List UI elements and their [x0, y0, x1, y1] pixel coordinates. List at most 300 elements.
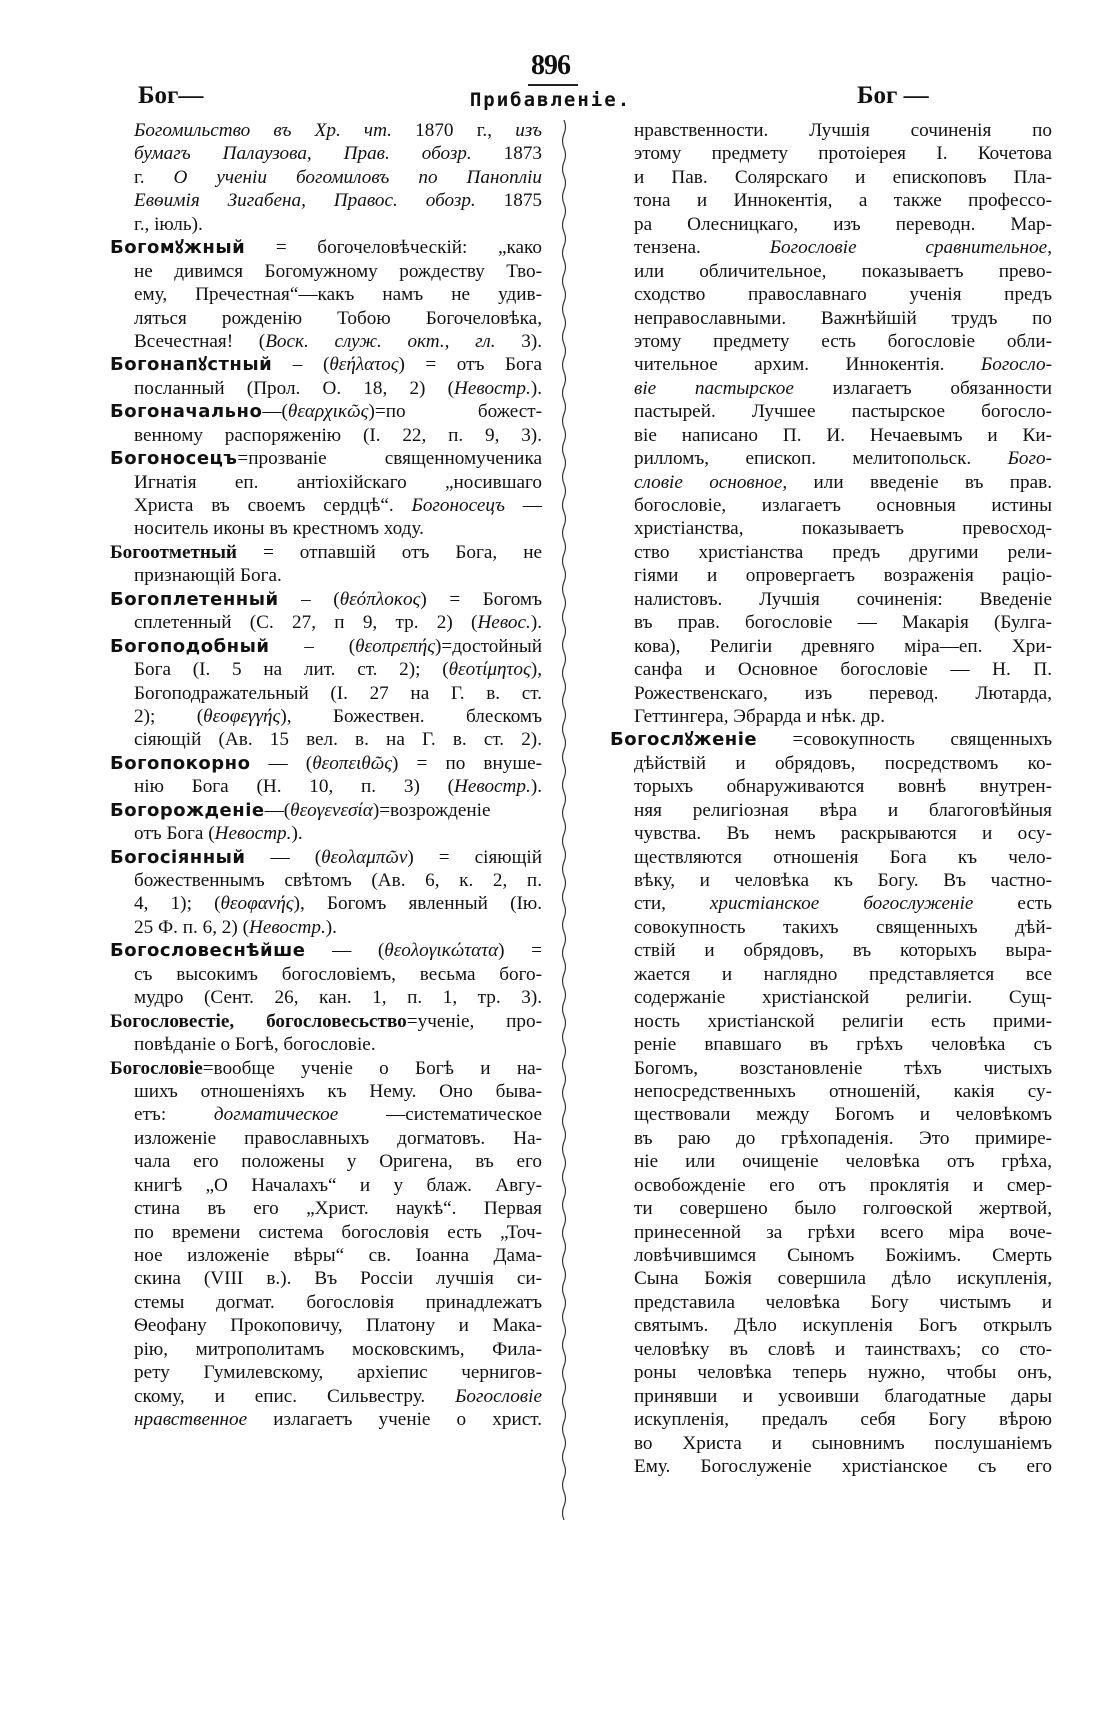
text-line — [610, 471, 1052, 494]
text-run: г., iюль). — [134, 213, 203, 235]
text-line — [110, 213, 542, 236]
greek-term: θεοπειθῶς — [312, 752, 393, 774]
text-run: ществляются отношенiя Бога къ чело- — [634, 846, 1052, 868]
greek-term: θεοπρεπής — [355, 635, 436, 657]
text-run: ). — [291, 823, 303, 845]
text-run: Ѳеофану Прокоповичу, Платону и Мака- — [134, 1315, 542, 1337]
text-run: Всечестная! ( — [134, 330, 266, 352]
entry-headword-line — [110, 541, 542, 564]
text-line — [610, 658, 1052, 681]
text-run: — ( — [245, 846, 322, 868]
text-line — [610, 424, 1052, 447]
text-run: =совокупность священныхъ — [757, 729, 1052, 751]
text-run: рiю, митрополитамъ московскимъ, Фила- — [134, 1338, 542, 1360]
text-line — [610, 1057, 1052, 1080]
text-line — [610, 986, 1052, 1009]
text-run: ство христiанства предъ другими рели- — [634, 541, 1052, 563]
text-run: ), — [530, 659, 542, 681]
text-line — [610, 400, 1052, 423]
text-run: содержанiе христiанской религiи. Сущ- — [634, 987, 1052, 1009]
text-line — [610, 353, 1052, 376]
text-run: скому, и епис. Сильвестру. — [134, 1385, 456, 1407]
text-line — [110, 471, 542, 494]
text-line — [610, 1291, 1052, 1314]
text-line — [110, 494, 542, 517]
text-line — [610, 307, 1052, 330]
text-run: тона и Иннокентiя, а также профессо- — [634, 190, 1052, 212]
text-run: Сына Божiя совершила дѣло искупленiя, — [634, 1268, 1052, 1290]
headword: Богоподобный — [110, 635, 270, 657]
text-line — [610, 682, 1052, 705]
text-line — [110, 705, 542, 728]
text-line — [110, 822, 542, 845]
text-line — [610, 517, 1052, 540]
text-line — [610, 1033, 1052, 1056]
text-line — [610, 213, 1052, 236]
text-run: мудро (Сент. 26, кан. 1, п. 1, тр. 3). — [134, 987, 542, 1009]
text-line — [610, 541, 1052, 564]
italic-text: Невостр. — [454, 776, 531, 798]
text-run: — ( — [250, 752, 313, 774]
greek-term: θεόπλοκος — [339, 588, 421, 610]
text-line — [110, 1127, 542, 1150]
entry-headword-line — [110, 353, 542, 376]
text-run: – ( — [272, 354, 330, 376]
text-run: гiями и опровергаетъ возраженiя рацiо- — [634, 565, 1052, 587]
text-run: не дивимся Богомужному рождеству Тво- — [134, 260, 542, 282]
text-line — [610, 189, 1052, 212]
text-line — [110, 260, 542, 283]
greek-term: θεοφεγγής — [203, 705, 281, 727]
text-line — [110, 1314, 542, 1337]
text-run: стемы догмат. богословiя принадлежатъ — [134, 1291, 542, 1313]
italic-text: Богоносецъ — [411, 495, 505, 516]
text-run: )=по божест- — [368, 401, 542, 423]
text-run: — ( — [305, 940, 385, 962]
entry-headword-line — [110, 635, 542, 658]
text-run: г. — [134, 166, 174, 188]
left-column — [110, 119, 542, 1432]
text-run: сходство православнаго ученiя предъ — [634, 284, 1052, 306]
text-run: тензена. — [634, 237, 770, 259]
running-head-left: Бог— — [138, 82, 204, 109]
text-run: человѣку въ словѣ и таинствахъ; со сто- — [634, 1338, 1052, 1360]
text-line — [610, 635, 1052, 658]
italic-text: О ученiи богомиловъ по Паноплiи — [173, 166, 542, 188]
italic-text: Богомильство въ Хр. чт. — [134, 120, 392, 141]
text-run: отъ Бога ( — [134, 823, 215, 845]
text-line — [610, 447, 1052, 470]
text-run: и Пав. Солярскаго и епископовъ Пла- — [634, 166, 1052, 188]
text-run: или обличительное, показываетъ прево- — [634, 260, 1052, 282]
text-line — [610, 1408, 1052, 1431]
text-line — [610, 892, 1052, 915]
text-line — [610, 822, 1052, 845]
text-run: или введенiе въ прав. — [787, 471, 1052, 493]
text-line — [110, 1103, 542, 1126]
text-run: излагаетъ ученiе о христ. — [247, 1409, 542, 1431]
text-line — [610, 236, 1052, 259]
headword: Богословестiе, богословесьство — [110, 1010, 407, 1032]
text-line — [110, 986, 542, 1009]
text-run: ), Богомъ явленный (Iю. — [293, 893, 542, 915]
text-line — [110, 1267, 542, 1290]
text-run: ти совершено было голгоѳской жертвой, — [634, 1198, 1052, 1220]
text-run: – ( — [278, 588, 340, 610]
text-line — [610, 588, 1052, 611]
text-line — [610, 939, 1052, 962]
text-run: Богоподражательный (I. 27 на Г. в. ст. — [134, 682, 542, 704]
text-line — [610, 260, 1052, 283]
entry-headword-line — [110, 588, 542, 611]
entry-headword-line — [110, 236, 542, 259]
text-line — [110, 424, 542, 447]
text-run: неправославными. Важнѣйшiй трудъ по — [634, 307, 1052, 329]
text-line — [110, 1408, 542, 1431]
text-run: Игнатiя еп. антiохiйскаго „носившаго — [134, 471, 542, 493]
text-run: Богомъ, возстановленiе тѣхъ чистыхъ — [634, 1057, 1052, 1079]
text-run: ). — [530, 612, 542, 634]
text-line — [110, 728, 542, 751]
text-line — [610, 377, 1052, 400]
text-run: ное изложенiе вѣры“ св. Iоанна Дама- — [134, 1245, 542, 1266]
text-run: скина (VIII в.). Въ Россiи лучшiя си- — [134, 1268, 542, 1290]
text-run: 4, 1); ( — [134, 893, 221, 915]
text-line — [110, 1291, 542, 1314]
text-line — [610, 1432, 1052, 1455]
text-line — [610, 494, 1052, 517]
text-line — [610, 869, 1052, 892]
text-run: шихъ отношенiяхъ къ Нему. Оно быва- — [134, 1080, 542, 1102]
text-run: няя религiозная вѣра и благоговѣйныя — [634, 799, 1052, 821]
text-run: съ высокимъ богословiемъ, весьма бого- — [134, 963, 542, 985]
text-line — [610, 1197, 1052, 1220]
text-line — [110, 963, 542, 986]
text-run: =вообще ученiе о Богѣ и на- — [202, 1057, 542, 1079]
text-run: въ прав. богословiе — Макарiя (Булга- — [634, 612, 1052, 634]
text-run: – ( — [269, 635, 356, 657]
text-line — [110, 1080, 542, 1103]
text-run: ). — [530, 776, 542, 798]
entry-headword-line — [610, 728, 1052, 751]
text-run: кова), Религiи древняго мiра—еп. Хри- — [634, 635, 1052, 657]
text-line — [610, 1174, 1052, 1197]
text-line — [610, 119, 1052, 142]
text-run: роны человѣка теперь нужно, чтобы онъ, — [634, 1362, 1052, 1384]
text-line — [610, 846, 1052, 869]
entry-headword-line — [110, 400, 542, 423]
text-run: 3). — [495, 330, 543, 352]
text-run: )=возрожденiе — [372, 799, 491, 821]
italic-text: изъ — [515, 120, 542, 141]
headword: Богоносецъ — [110, 448, 238, 470]
italic-text: христiанское богослуженiе — [709, 893, 974, 915]
text-run: богословiе, излагаетъ основныя истины — [634, 495, 1052, 516]
text-run: есть — [973, 893, 1052, 915]
italic-text: Евѳимiя Зигабена, Правос. обозр. — [134, 190, 476, 212]
text-run: Ему. Богослуженiе христiанское съ его — [634, 1455, 1052, 1477]
text-run: ) = отъ Бога — [398, 354, 542, 376]
entry-headword-line — [110, 846, 542, 869]
text-line — [110, 869, 542, 892]
headword: Богоначально — [110, 401, 263, 423]
greek-term: θεήλατος — [329, 354, 399, 376]
text-run: 2); ( — [134, 705, 204, 727]
text-line — [110, 892, 542, 915]
text-run: рету Гумилевскому, архiепис чернигов- — [134, 1362, 542, 1384]
headword: Богонапꙋстный — [110, 354, 273, 376]
text-run: 25 Ф. п. 6, 2) ( — [134, 916, 249, 938]
text-line — [110, 611, 542, 634]
text-run: освобожденiе его отъ проклятiя и смер- — [634, 1174, 1052, 1196]
text-line — [110, 517, 542, 540]
text-run: Бога (I. 5 на лит. ст. 2); ( — [134, 659, 449, 681]
text-line — [110, 189, 542, 212]
text-line — [110, 142, 542, 165]
text-line — [610, 1361, 1052, 1384]
text-run: стина въ его „Христ. наукѣ“. Первая — [134, 1198, 542, 1220]
text-line — [110, 1033, 542, 1056]
running-head-right: Бог — — [857, 82, 929, 109]
text-run: вiе написано П. И. Нечаевымъ и Ки- — [634, 424, 1052, 446]
italic-text: Воск. служ. окт., гл. — [265, 330, 496, 352]
entry-headword-line — [110, 1010, 542, 1033]
text-run: ). — [325, 916, 337, 938]
text-run: = богочеловѣческiй: „како — [245, 237, 542, 259]
italic-text: Богосло- — [980, 354, 1052, 376]
text-run: 1875 — [475, 190, 543, 212]
text-line — [110, 1197, 542, 1220]
text-run: божественнымъ свѣтомъ (Ав. 6, к. 2, п. — [134, 870, 542, 891]
running-head-center: Прибавленiе. — [469, 89, 632, 111]
text-run: изложенiе православныхъ догматовъ. На- — [134, 1127, 542, 1149]
headword: Богорожденiе — [110, 799, 265, 821]
text-run: христiанства, показываетъ превосход- — [634, 518, 1052, 540]
column-divider-wavy-rule — [560, 120, 568, 1520]
text-line — [610, 1244, 1052, 1267]
text-line — [610, 1080, 1052, 1103]
text-run: —( — [264, 799, 291, 821]
text-line — [610, 916, 1052, 939]
text-run: посланный (Прол. О. 18, 2) ( — [134, 377, 454, 399]
text-line — [110, 1244, 542, 1267]
text-line — [610, 963, 1052, 986]
italic-text: словiе основное, — [634, 471, 788, 493]
text-run: чувства. Въ немъ раскрываются и осу- — [634, 823, 1052, 845]
text-line — [610, 1385, 1052, 1408]
text-line — [610, 1150, 1052, 1173]
text-line — [610, 564, 1052, 587]
text-run: =ученiе, про- — [406, 1010, 542, 1032]
italic-text: Бого- — [1007, 448, 1052, 470]
italic-text: вiе пастырское — [634, 377, 794, 399]
text-run: Геттингера, Эбрарда и нѣк. др. — [634, 705, 886, 727]
italic-text: догматическое — [213, 1104, 339, 1126]
text-run: ) = по внуше- — [392, 752, 542, 774]
greek-term: θεολαμπῶν — [321, 846, 408, 868]
text-line — [110, 283, 542, 306]
text-run: искупленiя, предалъ себя Богу вѣрою — [634, 1409, 1052, 1431]
headword: Богоплетенный — [110, 588, 279, 610]
text-line — [110, 330, 542, 353]
headword: Богосiянный — [110, 846, 246, 868]
text-run: ренiе впавшаго въ грѣхъ человѣка съ — [634, 1034, 1052, 1056]
text-run: ляться рожденiю Тобою Богочеловѣка, — [134, 307, 542, 329]
text-run: жается и наглядно представляется все — [634, 963, 1052, 985]
text-run: этому предмету есть богословiе обли- — [634, 330, 1052, 352]
text-run: — — [504, 495, 542, 516]
text-line — [110, 119, 542, 142]
text-line — [610, 330, 1052, 353]
text-line — [110, 916, 542, 939]
text-run: чительное архим. Иннокентiя. — [634, 354, 981, 376]
text-run: излагаетъ обязанности — [793, 377, 1052, 399]
text-run: вѣку, и человѣка къ Богу. Въ частно- — [634, 870, 1052, 891]
text-run: совокупность такихъ священныхъ дѣй- — [634, 916, 1052, 938]
entry-headword-line — [110, 1057, 542, 1080]
text-line — [110, 658, 542, 681]
right-column — [610, 119, 1052, 1478]
text-run: повѣданiе о Богѣ, богословiе. — [134, 1034, 376, 1056]
text-line — [610, 1267, 1052, 1290]
text-run: ). — [530, 377, 542, 399]
text-run: санфа и Основное богословiе — Н. П. — [634, 659, 1052, 681]
headword: Богопокорно — [110, 752, 251, 774]
text-line — [610, 1455, 1052, 1478]
text-run: нiю Бога (Н. 10, п. 3) ( — [134, 776, 454, 798]
text-run: святымъ. Дѣло искупленiя Богъ открылъ — [634, 1315, 1052, 1337]
entry-headword-line — [110, 447, 542, 470]
text-run: ловѣчившимся Сыномъ Божiимъ. Смерть — [634, 1245, 1052, 1266]
text-line — [610, 1127, 1052, 1150]
text-line — [110, 1150, 542, 1173]
text-run: )=достойный — [435, 635, 542, 657]
text-line — [110, 682, 542, 705]
text-run: ществовали между Богомъ и человѣкомъ — [634, 1104, 1052, 1126]
text-run: 1873 — [471, 143, 543, 165]
text-run: нiе или очищенiе человѣка отъ грѣха, — [634, 1151, 1052, 1173]
text-run: дѣйствiй и обрядовъ, посредствомъ ко- — [634, 752, 1052, 774]
text-run: , — [1047, 237, 1052, 259]
text-line — [110, 307, 542, 330]
text-line — [610, 799, 1052, 822]
text-line — [110, 377, 542, 400]
text-run: ствiй и обрядовъ, въ которыхъ выра- — [634, 940, 1052, 962]
text-run: торыхъ обнаруживаются вовнѣ внутрен- — [634, 776, 1052, 798]
text-line — [610, 166, 1052, 189]
italic-text: Богословiе — [455, 1385, 542, 1407]
text-line — [610, 1103, 1052, 1126]
text-run: ему, Пречестная“—какъ намъ не удив- — [134, 284, 542, 306]
text-run: =прозванiе священномученика — [237, 448, 542, 470]
text-run: 1870 г., — [391, 120, 516, 141]
text-line — [110, 1338, 542, 1361]
text-run: чала его положены у Оригена, въ его — [134, 1151, 542, 1173]
text-line — [110, 564, 542, 587]
text-run: представила человѣка Богу чистымъ и — [634, 1291, 1052, 1313]
text-run: Рожественскаго, изъ перевод. Лютарда, — [634, 682, 1052, 704]
greek-term: θεογενεσία — [290, 799, 373, 821]
headword: Богослꙋженiе — [610, 729, 758, 751]
text-line — [610, 1338, 1052, 1361]
italic-text: бумагъ Палаузова, Прав. обозр. — [134, 143, 472, 165]
text-run: налистовъ. Лучшiя сочиненiя: Введенiе — [634, 588, 1052, 610]
text-line — [610, 752, 1052, 775]
text-line — [610, 611, 1052, 634]
text-line — [610, 1314, 1052, 1337]
text-run: сплетенный (С. 27, п 9, тр. 2) ( — [134, 612, 478, 634]
text-run: —систематическое — [338, 1104, 542, 1126]
text-run: пастырей. Лучшее пастырское богосло- — [634, 401, 1052, 423]
headword: Богомꙋжный — [110, 237, 246, 259]
greek-term: θεοφανής — [220, 893, 294, 915]
text-run: ) = — [498, 940, 542, 962]
text-run: сiяющiй (Ав. 15 вел. в. на Г. в. ст. 2). — [134, 729, 542, 751]
text-line — [610, 1221, 1052, 1244]
italic-text: Невостр. — [454, 377, 531, 399]
headword: Богоотметный — [110, 541, 237, 563]
text-run: книгѣ „О Началахъ“ и у блаж. Авгу- — [134, 1174, 542, 1196]
text-line — [110, 775, 542, 798]
greek-term: θεαρχικῶς — [287, 401, 369, 423]
greek-term: θεολογικώτατα — [384, 940, 499, 962]
entry-headword-line — [110, 752, 542, 775]
italic-text: Невостр. — [214, 823, 292, 845]
text-line — [110, 1361, 542, 1384]
text-line — [610, 142, 1052, 165]
text-run: рилломъ, епископ. мелитопольск. — [634, 448, 1008, 470]
text-run: сти, — [634, 893, 710, 915]
text-run: непосредственныхъ отношенiй, какiя су- — [634, 1080, 1052, 1102]
text-run: венному распоряженiю (I. 22, п. 9, 3). — [134, 424, 542, 446]
headword: Богословiе — [110, 1057, 203, 1079]
text-run: принесенной за грѣхи всего мiра воче- — [634, 1221, 1052, 1243]
text-line — [610, 283, 1052, 306]
text-line — [110, 1221, 542, 1244]
text-line — [110, 166, 542, 189]
text-run: ) = Богомъ — [420, 588, 542, 610]
text-line — [610, 1010, 1052, 1033]
text-run: этому предмету протоiерея I. Кочетова — [634, 143, 1052, 165]
italic-text: нравственное — [134, 1409, 248, 1431]
text-run: етъ: — [134, 1104, 214, 1126]
text-line — [110, 1174, 542, 1197]
text-run: = отпавшiй отъ Бога, не — [236, 541, 542, 563]
italic-text: Богословiе сравнительное — [769, 237, 1048, 259]
text-run: во Христа и сыновнимъ послушанiемъ — [634, 1432, 1052, 1454]
text-line — [110, 1385, 542, 1408]
page-number: 896 — [531, 50, 570, 81]
text-line — [610, 775, 1052, 798]
text-run: Христа въ своемъ сердцѣ“. — [134, 495, 412, 516]
text-run: —( — [262, 401, 288, 423]
text-line — [610, 705, 1052, 728]
text-run: нравственности. Лучшiя сочиненiя по — [634, 120, 1052, 141]
greek-term: θεοτίμητος — [448, 659, 531, 681]
italic-text: Невостр. — [248, 916, 326, 938]
text-run: признающiй Бога. — [134, 565, 282, 587]
text-run: ность христiанской религiи есть прими- — [634, 1010, 1052, 1032]
text-run: ра Олесницкаго, изъ переводн. Мар- — [634, 213, 1052, 235]
entry-headword-line — [110, 939, 542, 962]
text-run: носитель иконы въ крестномъ ходу. — [134, 518, 424, 540]
text-run: по времени система богословiя есть „Точ- — [134, 1221, 542, 1243]
text-run: принявши и усвоивши благодатные дары — [634, 1385, 1052, 1407]
text-run: въ раю до грѣхопаденiя. Это примире- — [634, 1127, 1052, 1149]
headword: Богословеснѣйше — [110, 940, 306, 962]
text-run: ), Божествен. блескомъ — [280, 705, 542, 727]
text-run: ) = сiяющiй — [407, 846, 543, 868]
